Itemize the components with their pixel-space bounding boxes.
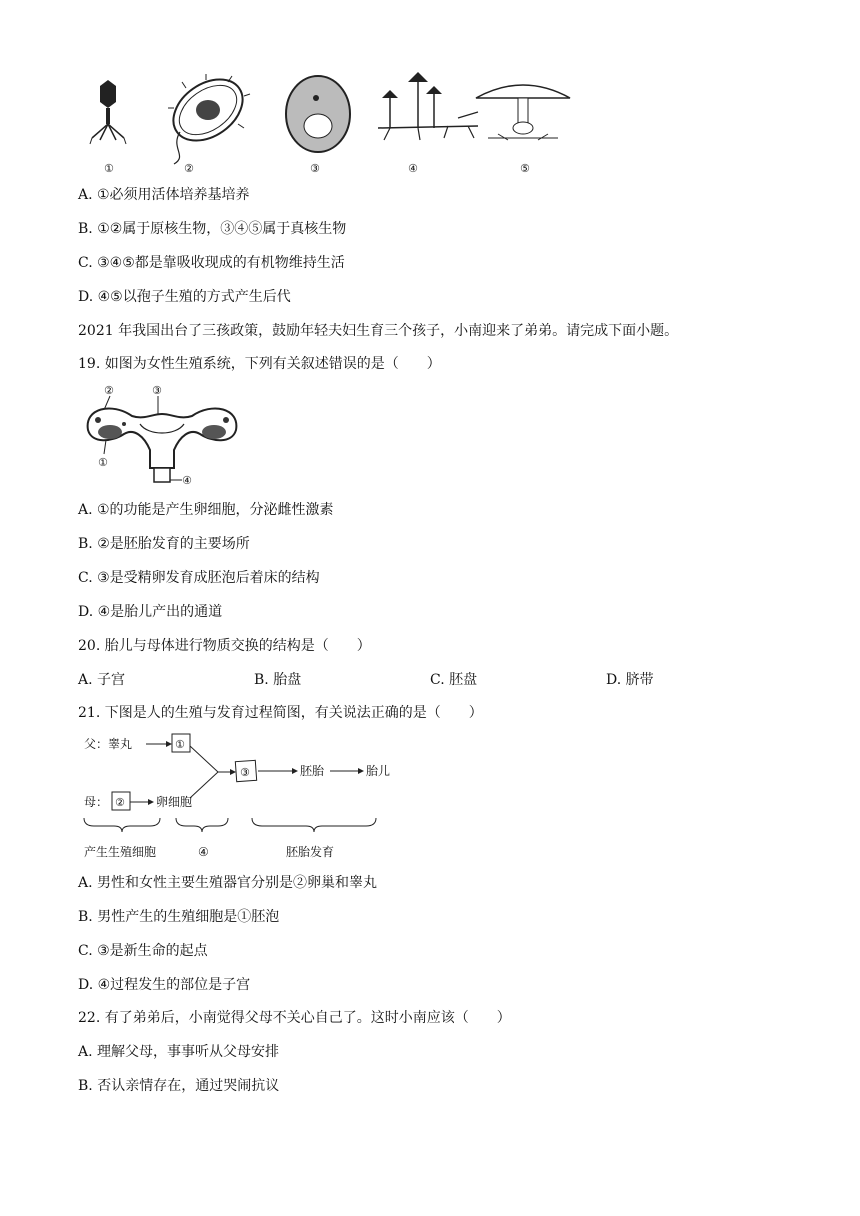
- q20-option-a: A. 子宫: [78, 672, 126, 688]
- q19-option-c: C. ③是受精卵发育成胚泡后着床的结构: [78, 570, 320, 586]
- q18-label-5: ⑤: [520, 162, 530, 175]
- q19-label-3: ③: [152, 384, 162, 397]
- q22-option-b: B. 否认亲情存在，通过哭闹抗议: [78, 1078, 280, 1094]
- q20-stem: 20. 胎儿与母体进行物质交换的结构是（ ）: [78, 638, 371, 654]
- q22-option-a: A. 理解父母，事事听从父母安排: [78, 1044, 280, 1060]
- q19-label-2: ②: [104, 384, 114, 397]
- embryo-label: 胚胎: [300, 764, 325, 778]
- box-3: ③: [240, 766, 250, 779]
- box-1: ①: [175, 738, 185, 751]
- father-label: 父：睾丸: [84, 737, 133, 751]
- bacteriophage-icon: [90, 80, 126, 144]
- mother-label: 母：: [84, 795, 109, 809]
- q19-label-1: ①: [98, 456, 108, 469]
- q20-option-c: C. 胚盘: [430, 672, 478, 688]
- intro-text: 2021 年我国出台了三孩政策，鼓励年轻夫妇生育三个孩子，小南迎来了弟弟。请完成下面小题。: [78, 323, 679, 339]
- q18-label-1: ①: [104, 162, 114, 175]
- q18-option-d: D. ④⑤以孢子生殖的方式产生后代: [78, 289, 291, 305]
- mushroom-icon: [476, 85, 570, 140]
- q18-organisms-figure: [78, 68, 578, 176]
- q22-stem: 22. 有了弟弟后，小南觉得父母不关心自己了。这时小南应该（ ）: [78, 1010, 511, 1026]
- bacterium-icon: [162, 68, 254, 164]
- q21-option-a: A. 男性和女性主要生殖器官分别是②卵巢和睾丸: [78, 875, 378, 891]
- q19-stem: 19. 如图为女性生殖系统，下列有关叙述错误的是（ ）: [78, 356, 441, 372]
- fetus-label: 胎儿: [366, 764, 391, 778]
- brace-label-3: 胚胎发育: [286, 845, 335, 859]
- egg-label: 卵细胞: [156, 795, 193, 809]
- brace-label-4: ④: [198, 845, 209, 859]
- q20-option-d: D. 脐带: [606, 672, 654, 688]
- q21-option-d: D. ④过程发生的部位是子宫: [78, 977, 251, 993]
- q20-option-b: B. 胎盘: [254, 672, 302, 688]
- q18-option-b: B. ①②属于原核生物，③④⑤属于真核生物: [78, 221, 347, 237]
- q19-option-a: A. ①的功能是产生卵细胞，分泌雌性激素: [78, 502, 334, 518]
- mold-icon: [378, 72, 478, 140]
- q19-option-b: B. ②是胚胎发育的主要场所: [78, 536, 250, 552]
- q21-stem: 21. 下图是人的生殖与发育过程简图，有关说法正确的是（ ）: [78, 705, 483, 721]
- brace-label-1: 产生生殖细胞: [84, 845, 157, 859]
- box-2: ②: [115, 796, 125, 809]
- q19-label-4: ④: [182, 474, 192, 487]
- q18-option-c: C. ③④⑤都是靠吸收现成的有机物维持生活: [78, 255, 345, 271]
- female-reproductive-system-figure: [78, 380, 248, 492]
- q18-label-3: ③: [310, 162, 320, 175]
- q18-label-2: ②: [184, 162, 194, 175]
- q18-option-a: A. ①必须用活体培养基培养: [78, 187, 250, 203]
- q18-label-4: ④: [408, 162, 418, 175]
- q21-option-b: B. 男性产生的生殖细胞是①胚泡: [78, 909, 280, 925]
- q19-option-d: D. ④是胎儿产出的通道: [78, 604, 223, 620]
- q21-option-c: C. ③是新生命的起点: [78, 943, 208, 959]
- reproduction-flow-diagram: [78, 728, 408, 862]
- yeast-cell-icon: [286, 76, 350, 152]
